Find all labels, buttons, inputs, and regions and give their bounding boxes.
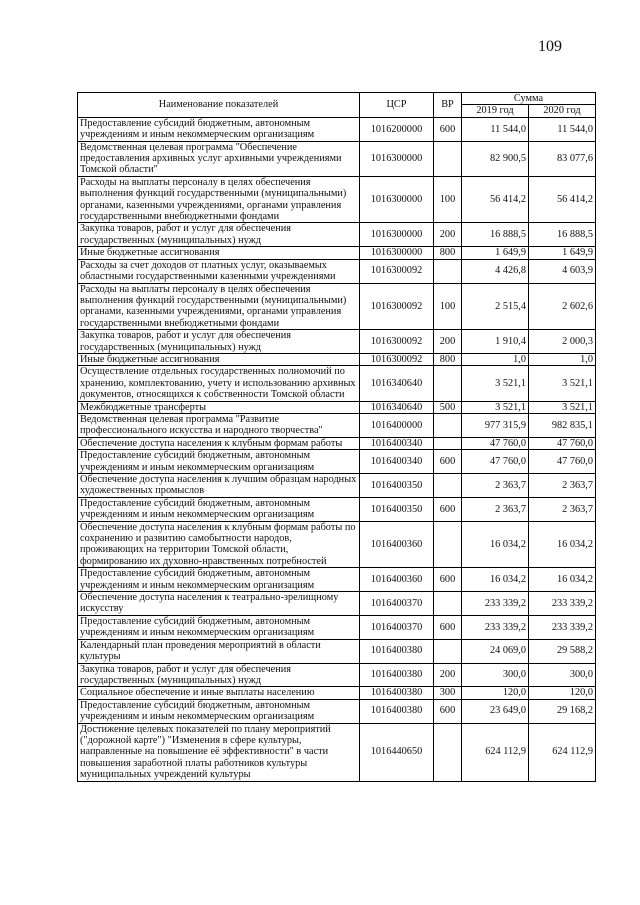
- row-sum-2019: 233 339,2: [462, 592, 529, 616]
- row-csr: 1016300092: [360, 259, 434, 283]
- row-csr: 1016400000: [360, 413, 434, 437]
- row-name: Календарный план проведения мероприятий в области культуры: [78, 639, 360, 663]
- table-row: [78, 615, 596, 639]
- header-year-2019: 2019 год: [462, 105, 529, 117]
- row-sum-2020: 83 077,6: [529, 141, 596, 176]
- row-name: Предоставление субсидий бюджетным, автономным учреждениям и иным некоммерческим организациям: [78, 117, 360, 141]
- row-sum-2019: 120,0: [462, 687, 529, 699]
- row-sum-2019: 2 363,7: [462, 497, 529, 521]
- row-vr: 600: [434, 615, 462, 639]
- row-sum-2020: 1,0: [529, 353, 596, 365]
- table-row: [78, 437, 596, 449]
- row-vr: 800: [434, 353, 462, 365]
- row-name: Ведомственная целевая программа "Развитие профессионального искусства и народного творчества": [78, 413, 360, 437]
- row-vr: [434, 259, 462, 283]
- row-name: Предоставление субсидий бюджетным, автономным учреждениям и иным некоммерческим организациям: [78, 450, 360, 474]
- row-csr: 1016340640: [360, 401, 434, 413]
- table-row: [78, 450, 596, 474]
- row-sum-2020: 233 339,2: [529, 615, 596, 639]
- row-name: Достижение целевых показателей по плану мероприятий ("дорожной карте") "Изменения в сфере культуры, направленные на повышение её эффективности" в части повышения заработной платы работников культуры муниципальных учреждений культуры: [78, 723, 360, 781]
- row-vr: 500: [434, 401, 462, 413]
- row-vr: 300: [434, 687, 462, 699]
- row-sum-2019: 3 521,1: [462, 401, 529, 413]
- page-number: 109: [538, 38, 562, 55]
- row-name: Закупка товаров, работ и услуг для обеспечения государственных (муниципальных) нужд: [78, 330, 360, 354]
- table-row: [78, 639, 596, 663]
- row-csr: 1016300000: [360, 176, 434, 223]
- row-name: Расходы на выплаты персоналу в целях обеспечения выполнения функций государственными (муниципальными) органами, казенными учреждениями, органами управления государственными внебюджетными фондами: [78, 283, 360, 330]
- row-sum-2020: 300,0: [529, 663, 596, 687]
- row-sum-2019: 16 888,5: [462, 223, 529, 247]
- row-sum-2019: 977 315,9: [462, 413, 529, 437]
- row-csr: 1016200000: [360, 117, 434, 141]
- row-csr: 1016400340: [360, 450, 434, 474]
- row-sum-2020: 47 760,0: [529, 437, 596, 449]
- row-name: Социальное обеспечение и иные выплаты населению: [78, 687, 360, 699]
- row-csr: 1016300092: [360, 330, 434, 354]
- row-sum-2019: 300,0: [462, 663, 529, 687]
- row-sum-2020: 2 363,7: [529, 474, 596, 498]
- row-sum-2020: 2 363,7: [529, 497, 596, 521]
- table-row: [78, 497, 596, 521]
- row-sum-2019: 1 910,4: [462, 330, 529, 354]
- row-vr: 600: [434, 450, 462, 474]
- row-csr: 1016400380: [360, 699, 434, 723]
- row-sum-2019: 624 112,9: [462, 723, 529, 781]
- row-name: Предоставление субсидий бюджетным, автономным учреждениям и иным некоммерческим организациям: [78, 615, 360, 639]
- table-row: [78, 401, 596, 413]
- row-vr: 100: [434, 176, 462, 223]
- row-vr: 600: [434, 117, 462, 141]
- row-sum-2019: 3 521,1: [462, 366, 529, 401]
- table-row: [78, 592, 596, 616]
- table-row: [78, 283, 596, 330]
- row-csr: 1016400350: [360, 497, 434, 521]
- row-vr: [434, 413, 462, 437]
- row-sum-2020: 2 602,6: [529, 283, 596, 330]
- table-row: [78, 247, 596, 259]
- row-vr: 600: [434, 699, 462, 723]
- row-sum-2019: 24 069,0: [462, 639, 529, 663]
- table-row: [78, 353, 596, 365]
- row-sum-2020: 29 588,2: [529, 639, 596, 663]
- row-csr: 1016400380: [360, 639, 434, 663]
- table-row: [78, 568, 596, 592]
- row-sum-2019: 4 426,8: [462, 259, 529, 283]
- table-row: [78, 141, 596, 176]
- table-row: [78, 117, 596, 141]
- row-vr: 200: [434, 223, 462, 247]
- table-row: [78, 330, 596, 354]
- table-row: [78, 176, 596, 223]
- row-csr: 1016340640: [360, 366, 434, 401]
- row-sum-2020: 4 603,9: [529, 259, 596, 283]
- row-sum-2019: 82 900,5: [462, 141, 529, 176]
- row-name: Обеспечение доступа населения к театрально-зрелищному искусству: [78, 592, 360, 616]
- row-vr: [434, 592, 462, 616]
- row-name: Обеспечение доступа населения к лучшим образцам народных художественных промыслов: [78, 474, 360, 498]
- row-sum-2020: 1 649,9: [529, 247, 596, 259]
- table-row: [78, 663, 596, 687]
- row-sum-2019: 1,0: [462, 353, 529, 365]
- row-name: Расходы на выплаты персоналу в целях обеспечения выполнения функций государственными (муниципальными) органами, казенными учреждениями, органами управления государственными внебюджетными фондами: [78, 176, 360, 223]
- row-csr: 1016400360: [360, 568, 434, 592]
- row-csr: 1016400360: [360, 521, 434, 568]
- row-sum-2019: 11 544,0: [462, 117, 529, 141]
- row-vr: 200: [434, 330, 462, 354]
- header-vr: ВР: [434, 93, 462, 118]
- row-vr: 800: [434, 247, 462, 259]
- row-name: Предоставление субсидий бюджетным, автономным учреждениям и иным некоммерческим организациям: [78, 568, 360, 592]
- row-name: Обеспечение доступа населения к клубным формам работы: [78, 437, 360, 449]
- row-vr: 600: [434, 497, 462, 521]
- row-sum-2019: 47 760,0: [462, 437, 529, 449]
- table-row: [78, 699, 596, 723]
- row-sum-2019: 16 034,2: [462, 521, 529, 568]
- row-vr: [434, 474, 462, 498]
- table-row: [78, 259, 596, 283]
- row-sum-2020: 3 521,1: [529, 366, 596, 401]
- header-year-2020: 2020 год: [529, 105, 596, 117]
- row-name: Межбюджетные трансферты: [78, 401, 360, 413]
- row-sum-2020: 16 034,2: [529, 521, 596, 568]
- row-csr: 1016300092: [360, 353, 434, 365]
- row-sum-2020: 47 760,0: [529, 450, 596, 474]
- row-csr: 1016300000: [360, 247, 434, 259]
- header-csr: ЦСР: [360, 93, 434, 118]
- row-sum-2019: 56 414,2: [462, 176, 529, 223]
- row-sum-2020: 11 544,0: [529, 117, 596, 141]
- row-vr: [434, 521, 462, 568]
- table-row: [78, 366, 596, 401]
- row-csr: 1016400380: [360, 687, 434, 699]
- table-row: [78, 521, 596, 568]
- row-csr: 1016300092: [360, 283, 434, 330]
- row-sum-2019: 16 034,2: [462, 568, 529, 592]
- row-sum-2020: 982 835,1: [529, 413, 596, 437]
- row-sum-2020: 120,0: [529, 687, 596, 699]
- row-name: Закупка товаров, работ и услуг для обеспечения государственных (муниципальных) нужд: [78, 663, 360, 687]
- row-sum-2019: 233 339,2: [462, 615, 529, 639]
- budget-table: [77, 92, 596, 782]
- row-name: Иные бюджетные ассигнования: [78, 353, 360, 365]
- row-vr: [434, 639, 462, 663]
- row-sum-2019: 2 363,7: [462, 474, 529, 498]
- row-name: Предоставление субсидий бюджетным, автономным учреждениям и иным некоммерческим организациям: [78, 497, 360, 521]
- row-csr: 1016300000: [360, 223, 434, 247]
- table-row: [78, 687, 596, 699]
- row-sum-2020: 16 888,5: [529, 223, 596, 247]
- row-vr: [434, 141, 462, 176]
- row-csr: 1016400380: [360, 663, 434, 687]
- row-csr: 1016400370: [360, 615, 434, 639]
- header-sum: Сумма: [462, 93, 596, 105]
- row-sum-2019: 1 649,9: [462, 247, 529, 259]
- row-vr: [434, 366, 462, 401]
- row-sum-2020: 56 414,2: [529, 176, 596, 223]
- table-row: [78, 723, 596, 781]
- row-vr: 100: [434, 283, 462, 330]
- row-name: Осуществление отдельных государственных полномочий по хранению, комплектованию, учету и использованию архивных документов, относящихся к собственности Томской области: [78, 366, 360, 401]
- row-vr: 200: [434, 663, 462, 687]
- table-row: [78, 474, 596, 498]
- row-name: Ведомственная целевая программа "Обеспечение предоставления архивных услуг архивными учреждениями Томской области": [78, 141, 360, 176]
- row-name: Иные бюджетные ассигнования: [78, 247, 360, 259]
- row-vr: 600: [434, 568, 462, 592]
- table-row: [78, 223, 596, 247]
- row-vr: [434, 723, 462, 781]
- row-name: Закупка товаров, работ и услуг для обеспечения государственных (муниципальных) нужд: [78, 223, 360, 247]
- row-csr: 1016440650: [360, 723, 434, 781]
- row-sum-2020: 2 000,3: [529, 330, 596, 354]
- row-csr: 1016400370: [360, 592, 434, 616]
- header-name: Наименование показателей: [78, 93, 360, 118]
- row-csr: 1016400350: [360, 474, 434, 498]
- table-header-row: [78, 93, 596, 105]
- row-sum-2020: 16 034,2: [529, 568, 596, 592]
- row-vr: [434, 437, 462, 449]
- row-name: Обеспечение доступа населения к клубным формам работы по сохранению и развитию самобытности народов, проживающих на территории Томской области, формированию их духовно-нравственных потребностей: [78, 521, 360, 568]
- row-name: Расходы за счет доходов от платных услуг, оказываемых областными государственными казенными учреждениями: [78, 259, 360, 283]
- row-sum-2019: 2 515,4: [462, 283, 529, 330]
- row-sum-2019: 47 760,0: [462, 450, 529, 474]
- row-sum-2020: 624 112,9: [529, 723, 596, 781]
- table-row: [78, 413, 596, 437]
- row-sum-2020: 3 521,1: [529, 401, 596, 413]
- row-name: Предоставление субсидий бюджетным, автономным учреждениям и иным некоммерческим организациям: [78, 699, 360, 723]
- row-sum-2019: 23 649,0: [462, 699, 529, 723]
- row-sum-2020: 29 168,2: [529, 699, 596, 723]
- row-csr: 1016300000: [360, 141, 434, 176]
- row-sum-2020: 233 339,2: [529, 592, 596, 616]
- row-csr: 1016400340: [360, 437, 434, 449]
